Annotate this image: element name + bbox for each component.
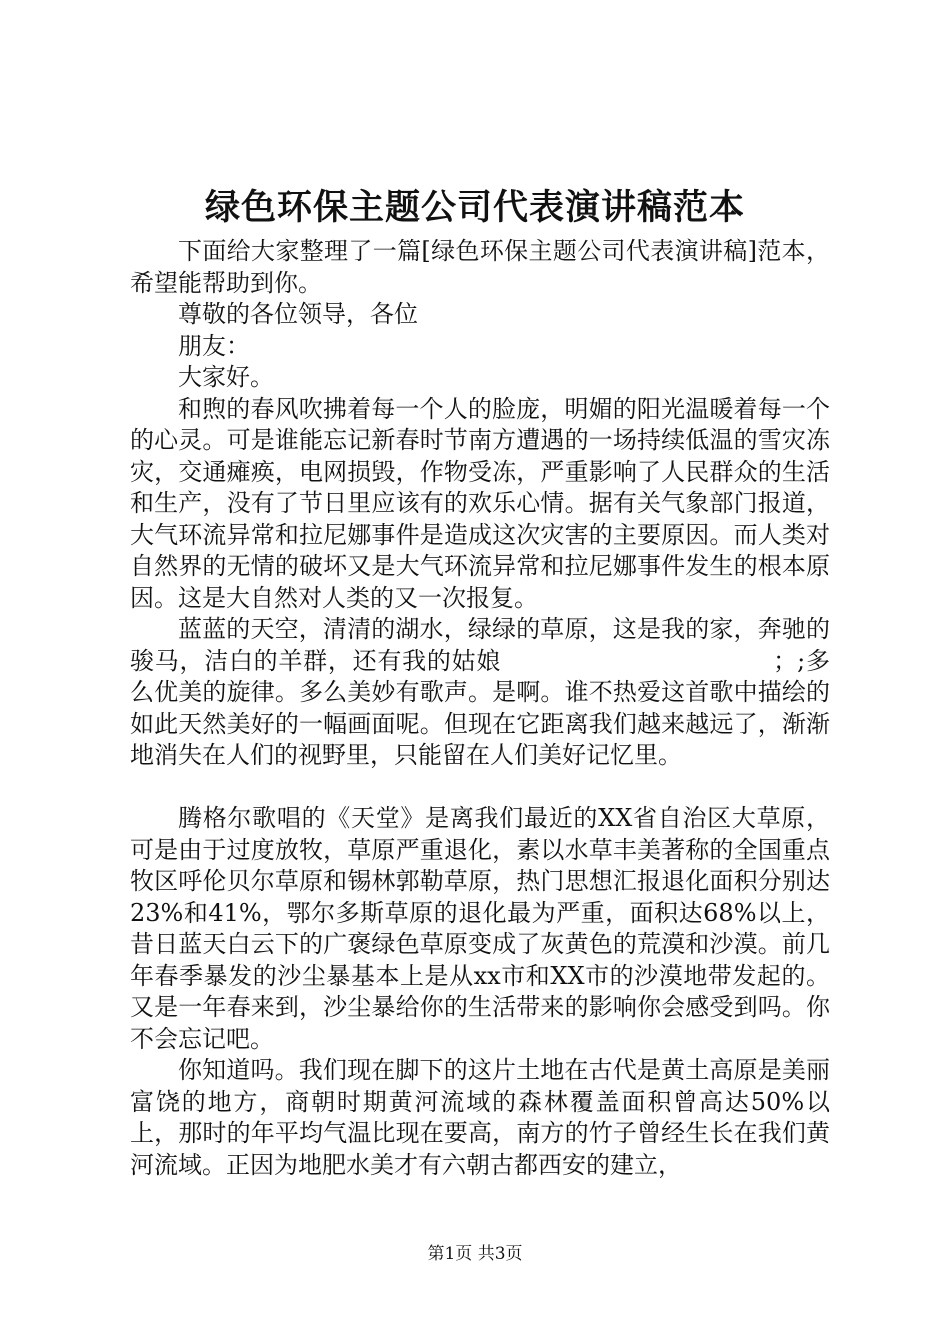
paragraph-loess-plateau: 你知道吗。我们现在脚下的这片土地在古代是黄土高原是美丽富饶的地方，商朝时期黄河流域的森林覆盖面积曾高达50%以上，那时的年平均气温比现在要高，南方的竹子曾经生长在我们黄河流域。正因为地肥水美才有六朝古都西安的建立， [130,1056,830,1179]
paragraph-salutation-friends: 朋友： [178,331,250,360]
paragraph-blank [130,772,830,804]
paragraph-salutation: 尊敬的各位领导，各位 [178,300,418,328]
paragraph-greeting: 大家好。 [178,363,274,391]
document-title: 绿色环保主题公司代表演讲稿范本 [204,187,745,228]
page-footer: 第1页 共3页 [427,1244,523,1264]
paragraph-intro: 下面给大家整理了一篇[绿色环保主题公司代表演讲稿]范本，希望能帮助到你。 [130,237,830,297]
paragraph-song: 蓝蓝的天空，清清的湖水，绿绿的草原，这是我的家，奔驰的骏马，洁白的羊群，还有我的姑娘 ；;多么优美的旋律。多么美妙有歌声。是啊。谁不热爱这首歌中描绘的如此天然美好的一幅画面呢。但现在它距离我们越来越远了，渐渐地消失在人们的视野里，只能留在人们美好记忆里。 [130,615,830,769]
paragraph-spring-disaster: 和煦的春风吹拂着每一个人的脸庞，明媚的阳光温暖着每一个的心灵。可是谁能忘记新春时节南方遭遇的一场持续低温的雪灾冻灾，交通瘫痪，电网损毁，作物受冻，严重影响了人民群众的生活和生产，没有了节日里应该有的欢乐心情。据有关气象部门报道，大气环流异常和拉尼娜事件是造成这次灾害的主要原因。而人类对自然界的无情的破坏又是大气环流异常和拉尼娜事件发生的根本原因。这是大自然对人类的又一次报复。 [130,394,830,612]
paragraph-grassland: 腾格尔歌唱的《天堂》是离我们最近的XX省自治区大草原，可是由于过度放牧，草原严重退化，素以水草丰美著称的全国重点牧区呼伦贝尔草原和锡林郭勒草原，热门思想汇报退化面积分别达23%和41%，鄂尔多斯草原的退化最为严重，面积达68%以上，昔日蓝天白云下的广褒绿色草原变成了灰黄色的荒漠和沙漠。前几年春季暴发的沙尘暴基本上是从xx市和XX市的沙漠地带发起的。又是一年春来到，沙尘暴给你的生活带来的影响你会感受到吗。你不会忘记吧。 [130,804,830,1053]
document-body [130,236,830,1181]
